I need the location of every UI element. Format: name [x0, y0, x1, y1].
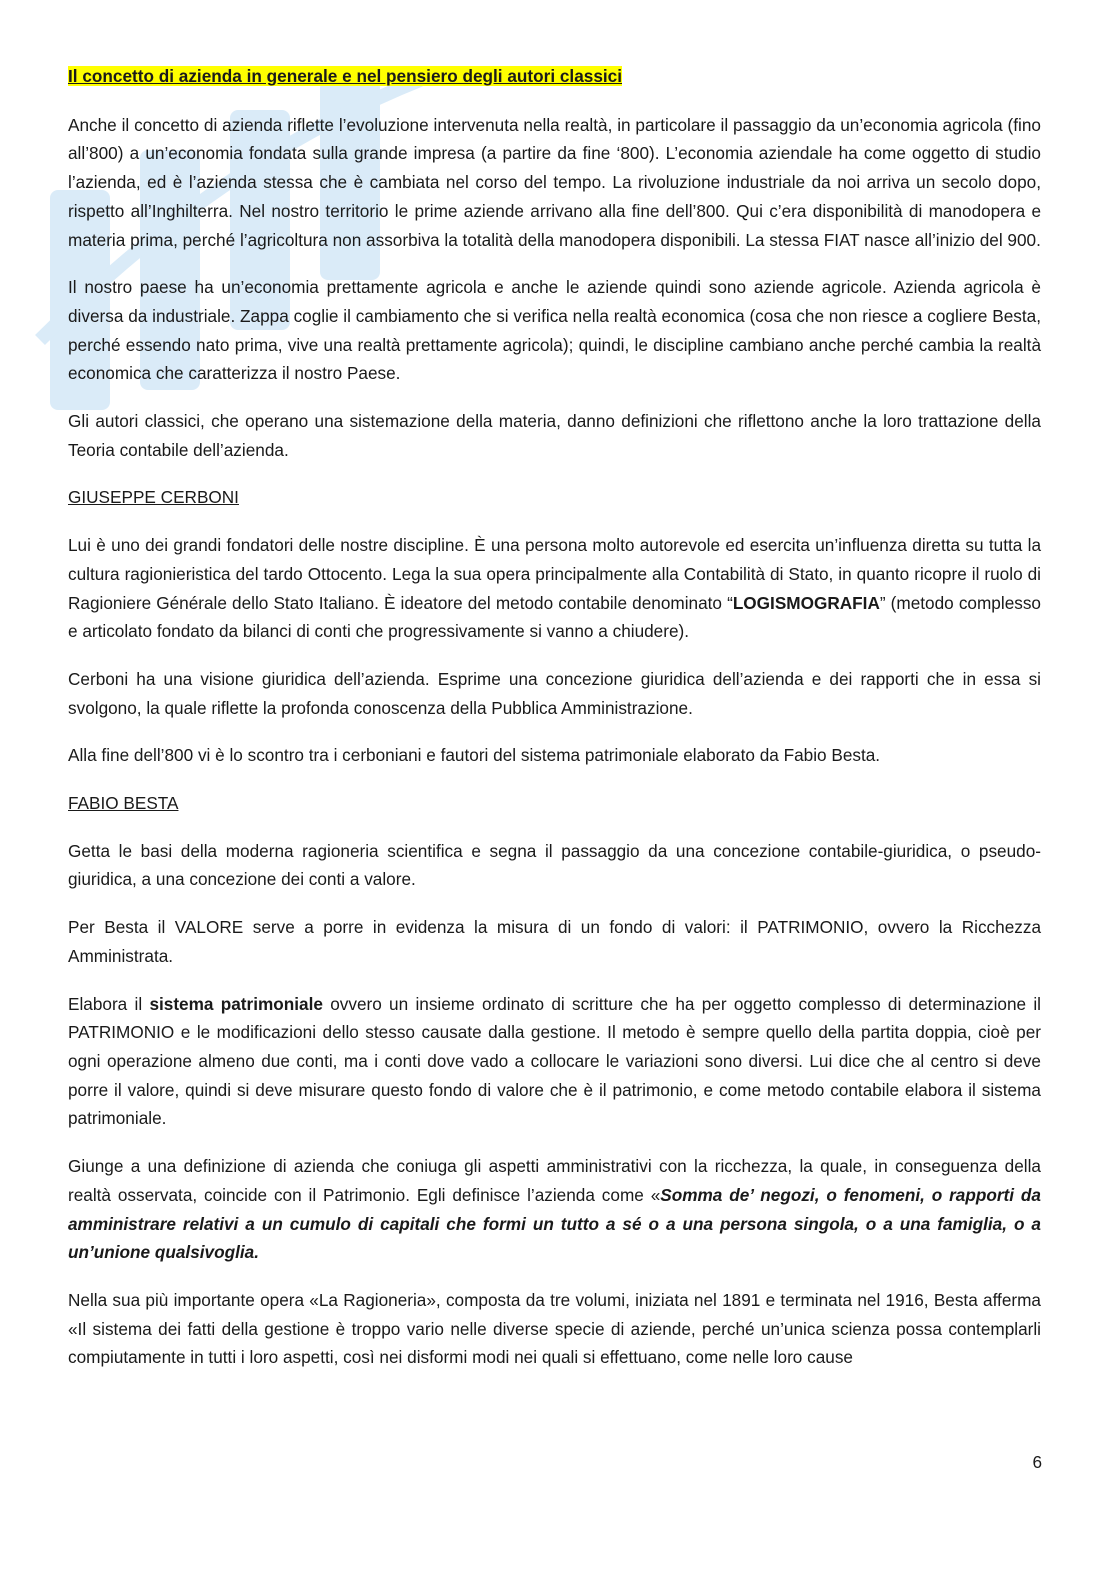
paragraph-la-ragioneria: Nella sua più importante opera «La Ragioneria», composta da tre volumi, iniziata nel 1891 e terminata nel 1916, Besta afferma «Il sistema dei fatti della gestione è troppo vario nelle diverse specie di aziende, perché un’unica scienza possa contemplarli compiutamente in tutti i loro aspetti, così nei disformi modi nei quali si effettuano, come nelle loro cause [68, 1289, 1041, 1368]
document-page [68, 62, 1041, 1391]
paragraph-intro: Anche il concetto di azienda riflette l’evoluzione intervenuta nella realtà, in particolare il passaggio da un’economia agricola (fino all’800) a un’economia fondata sulla grande impresa (a partire da fine ‘800). L’economia aziendale ha come oggetto di studio l’azienda, ed è l’azienda stessa che è cambiata nel corso del tempo. La rivoluzione industriale da noi arriva un secolo dopo, rispetto all’Inghilterra. Nel nostro territorio le prime aziende arrivano alla fine dell’800. Qui c’era disponibilità di manodopera e materia prima, perché l’agricoltura non assorbiva la totalità della manodopera disponibili. La stessa FIAT nasce all’inizio del 900. [68, 114, 1041, 250]
text-span: Elabora il [68, 993, 150, 1014]
heading-besta: FABIO BESTA [68, 793, 179, 814]
paragraph-besta-value: Per Besta il VALORE serve a porre in evidenza la misura di un fondo di valori: il PATRIMONIO, ovvero la Ricchezza Amministrata. [68, 917, 1041, 966]
paragraph-sistema-patrimoniale [68, 990, 1041, 1134]
heading-cerboni: GIUSEPPE CERBONI [68, 487, 239, 508]
paragraph-cerboni-bio [68, 531, 1041, 646]
paragraph-cerboni-vision: Cerboni ha una visione giuridica dell’azienda. Esprime una concezione giuridica dell’azienda e dei rapporti che in essa si svolgono, la quale riflette la profonda conoscenza della Pubblica Amministrazione. [68, 668, 1041, 718]
paragraph-economy: Il nostro paese ha un’economia prettamente agricola e anche le aziende quindi sono aziende agricole. Azienda agricola è diversa da industriale. Zappa coglie il cambiamento che si verifica nella realtà economica (cosa che non riesce a cogliere Besta, perché essendo nato prima, vive una realtà prettamente agricola); quindi, le discipline cambiano anche perché cambia la realtà economica che caratterizza il nostro Paese. [68, 277, 1041, 384]
paragraph-definition [68, 1152, 1041, 1267]
paragraph-besta-basis: Getta le basi della moderna ragioneria scientifica e segna il passaggio da una concezione contabile-giuridica, o pseudo-giuridica, a una concezione dei conti a valore. [68, 840, 1041, 890]
text-span: ovvero un insieme ordinato di scritture che ha per oggetto complesso di determinazione il PATRIMONIO e le modificazioni dello stesso causate dalla gestione. Il metodo è sempre quello della partita doppia, cioè per ogni operazione almeno due conti, ma i conti dove vado a collocare le variazioni sono diversi. Lui dice che al centro si deve porre il valore, quindi si deve misurare questo fondo di valore che è il patrimonio, e come metodo contabile elabora il sistema patrimoniale. [68, 993, 1041, 1129]
text-span: Giunge a una definizione di azienda che coniuga gli aspetti amministrativi con la ricchezza, la quale, in conseguenza della realtà osservata, coincide con il Patrimonio. Egli definisce l’azienda come « [68, 1156, 1041, 1205]
heading-cerboni-row [68, 483, 1041, 512]
paragraph-conflict: Alla fine dell’800 vi è lo scontro tra i cerboniani e fautori del sistema patrimoniale elaborato da Fabio Besta. [68, 745, 881, 766]
sistema-patrimoniale-term: sistema patrimoniale [149, 993, 323, 1014]
definition-quote: Somma de’ negozi, o fenomeni, o rapporti da amministrare relativi a un cumulo di capitali che formi un tutto a sé o a una persona singola, o a una famiglia, o a un’unione qualsivoglia. [68, 1184, 1041, 1263]
text-span: Lui è uno dei grandi fondatori delle nostre discipline. È una persona molto autorevole ed esercita un’influenza diretta su tutta la cultura ragionieristica del tardo Ottocento. Lega la sua opera principalmente alla Contabilità di Stato, in quanto ricopre il ruolo di Ragioniere Générale dello Stato Italiano. È ideatore del metodo contabile denominato “ [68, 535, 1041, 613]
section-title-row [68, 62, 1041, 91]
logismografia-term: LOGISMOGRAFIA [732, 592, 880, 613]
heading-besta-row [68, 789, 1041, 818]
page-number: 6 [1032, 1452, 1042, 1472]
text-span: ” (metodo complesso e articolato fondato da bilanci di conti che progressivamente si vanno a chiudere). [68, 592, 1041, 642]
paragraph-classic-authors: Gli autori classici, che operano una sistemazione della materia, danno definizioni che riflettono anche la loro trattazione della Teoria contabile dell’azienda. [68, 411, 1041, 460]
section-title: Il concetto di azienda in generale e nel pensiero degli autori classici [68, 66, 622, 86]
